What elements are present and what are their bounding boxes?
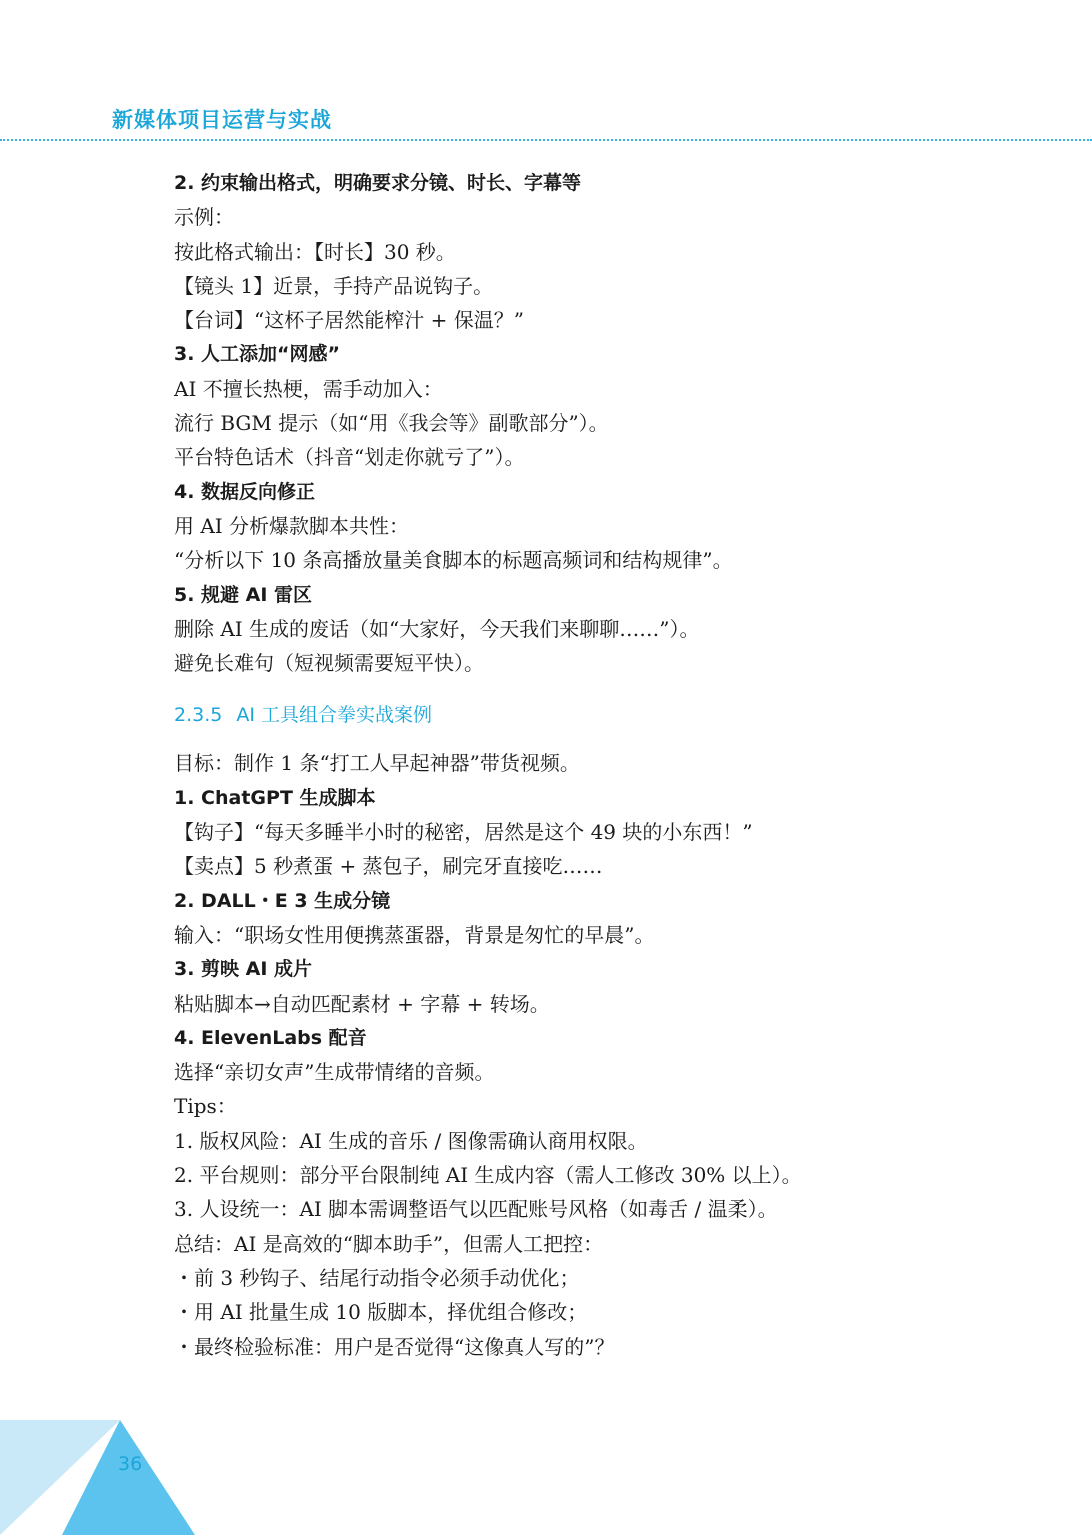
corner-triangle-decoration <box>0 1420 200 1535</box>
text-line: ・前 3 秒钩子、结尾行动指令必须手动优化； <box>174 1265 580 1290</box>
text-line: 粘贴脚本→自动匹配素材 + 字幕 + 转场。 <box>174 991 550 1016</box>
section-heading <box>174 696 1054 734</box>
text-line: 3. 人设统一：AI 脚本需调整语气以匹配账号风格（如毒舌 / 温柔）。 <box>174 1197 778 1222</box>
subheading-line: 3. 剪映 AI 成片 <box>174 958 313 981</box>
subheading-line: 4. ElevenLabs 配音 <box>174 1026 367 1049</box>
text-line: 总结：AI 是高效的“脚本助手”，但需人工把控： <box>174 1231 604 1256</box>
text-line: ・最终检验标准：用户是否觉得“这像真人写的”？ <box>174 1334 615 1359</box>
subheading-line: 3. 人工添加“网感” <box>174 343 341 366</box>
text-line: ・用 AI 批量生成 10 版脚本，择优组合修改； <box>174 1300 588 1325</box>
text-line: 【台词】“这杯子居然能榨汁 + 保温？” <box>174 308 524 333</box>
text-line: 【钩子】“每天多睡半小时的秘密，居然是这个 49 块的小东西！” <box>174 820 753 845</box>
text-line: 选择“亲切女声”生成带情绪的音频。 <box>174 1060 495 1085</box>
text-line: 输入：“职场女性用便携蒸蛋器，背景是匆忙的早晨”。 <box>174 922 655 947</box>
text-line: 流行 BGM 提示（如“用《我会等》副歌部分”）。 <box>174 411 609 436</box>
text-line: 【镜头 1】近景，手持产品说钩子。 <box>174 273 494 298</box>
text-line: 平台特色话术（抖音“划走你就亏了”）。 <box>174 445 525 470</box>
text-line: “分析以下 10 条高播放量美食脚本的标题高频词和结构规律”。 <box>174 548 733 573</box>
text-line: 用 AI 分析爆款脚本共性： <box>174 513 410 538</box>
text-line: 删除 AI 生成的废话（如“大家好，今天我们来聊聊……”）。 <box>174 616 700 641</box>
subheading-line: 5. 规避 AI 雷区 <box>174 583 313 606</box>
page-body <box>174 166 1054 1364</box>
body-block-1 <box>174 166 1054 680</box>
section-title: AI 工具组合拳实战案例 <box>236 704 433 727</box>
text-line: 目标：制作 1 条“打工人早起神器”带货视频。 <box>174 751 580 776</box>
text-line: 2. 平台规则：部分平台限制纯 AI 生成内容（需人工修改 30% 以上）。 <box>174 1163 802 1188</box>
subheading-line: 2. 约束输出格式，明确要求分镜、时长、字幕等 <box>174 172 582 194</box>
subheading-line: 4. 数据反向修正 <box>174 480 316 503</box>
text-line: 避免长难句（短视频需要短平快）。 <box>174 651 484 676</box>
section-number: 2.3.5 <box>174 704 223 727</box>
text-line: 按此格式输出：【时长】30 秒。 <box>174 239 456 264</box>
text-line: 1. 版权风险：AI 生成的音乐 / 图像需确认商用权限。 <box>174 1128 648 1153</box>
body-block-2 <box>174 746 1054 1363</box>
page-number: 36 <box>118 1453 143 1475</box>
subheading-line: 2. DALL・E 3 生成分镜 <box>174 889 391 912</box>
header-dotted-rule <box>0 139 1092 141</box>
subheading-line: 1. ChatGPT 生成脚本 <box>174 786 376 809</box>
text-line: Tips： <box>174 1094 237 1119</box>
text-line: 【卖点】5 秒煮蛋 + 蒸包子，刷完牙直接吃…… <box>174 854 603 879</box>
text-line: 示例： <box>174 205 234 230</box>
running-header-title: 新媒体项目运营与实战 <box>112 108 332 132</box>
text-line: AI 不擅长热梗，需手动加入： <box>174 376 443 401</box>
